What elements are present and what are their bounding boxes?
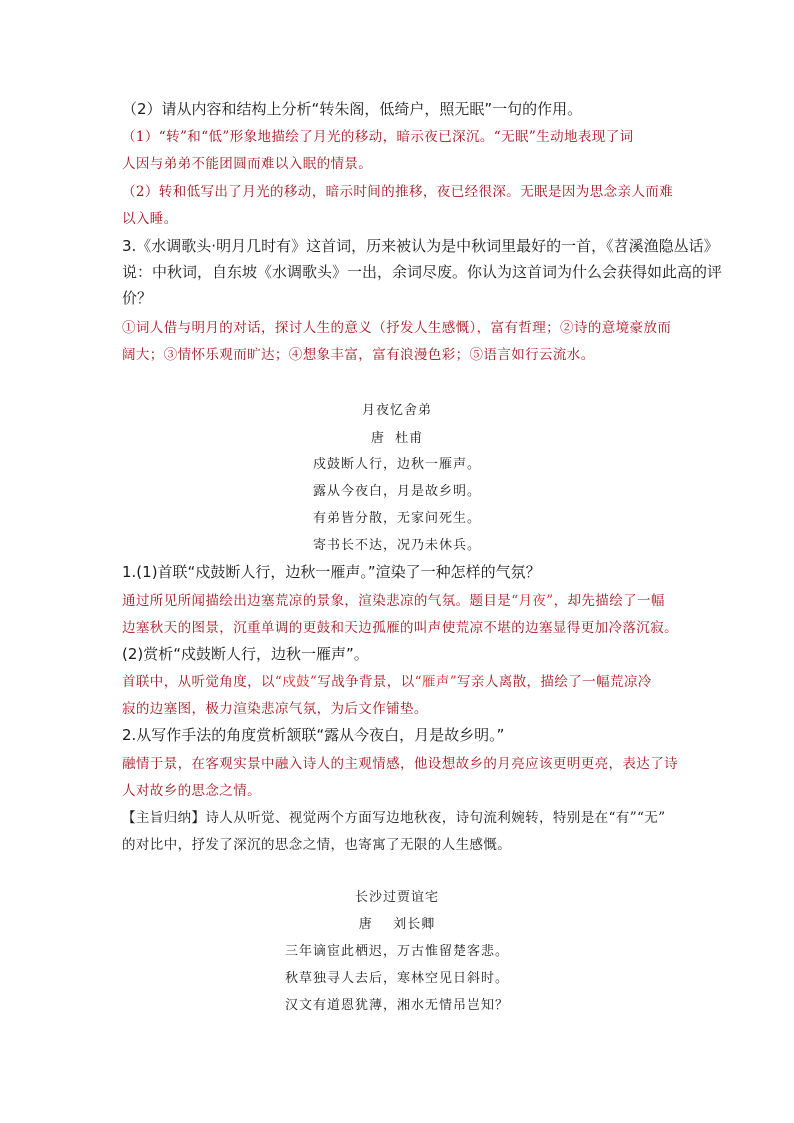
answer-1-2-line-2: 寂的边塞图，极力渲染悲凉气氛，为后文作铺垫。 — [122, 701, 428, 717]
poem-1-line-2: 露从今夜白，月是故乡明。 — [312, 484, 481, 499]
summary-line-1: 【主旨归纳】诗人从听觉、视觉两个方面写边地秋夜，诗句流利婉转，特别是在“有”“无” — [122, 810, 666, 826]
question-2: （2）请从内容和结构上分析“转朱阁，低绮户，照无眠”一句的作用。 — [122, 100, 583, 118]
answer-text: 首联中，从听觉角度，以 — [122, 674, 275, 690]
poem-1-title: 月夜忆舍弟 — [361, 403, 432, 418]
answer-text: 写战争背景，以 — [317, 674, 415, 690]
answer-1-1-line-2: 边塞秋天的图景，沉重单调的更鼓和天边孤雁的叫声使荒凉不堪的边塞显得更加冷落沉寂。 — [122, 620, 678, 636]
answer-1-line-2: 人因与弟弟不能团圆而难以入眠的情景。 — [122, 156, 373, 172]
answer-2-line-2: 以入睡。 — [122, 211, 178, 227]
poem-2-author: 唐 刘长卿 — [358, 917, 436, 932]
question-3-line-1: 3.《水调歌头·明月几时有》这首词，历来被认为是中秋词里最好的一首，《苕溪渔隐丛话》 — [122, 237, 719, 255]
answer-text: 写亲人离散，描绘了一幅荒凉冷 — [457, 674, 652, 690]
highlight-yueye: “月夜” — [511, 593, 554, 609]
poem-1-line-3: 有弟皆分散，无家问死生。 — [312, 511, 481, 526]
answer-1-line-1: （1）“转”和“低”形象地描绘了月光的移动，暗示夜已深沉。“无眠”生动地表现了词 — [122, 129, 634, 145]
poem-1-author: 唐 杜甫 — [370, 431, 424, 446]
answer-2-line-1: （2）转和低写出了月光的移动，暗示时间的推移，夜已经很深。无眠是因为思念亲人而难 — [122, 184, 674, 200]
answer-2-line-1-section-2: 融情于景，在客观实景中融入诗人的主观情感，他设想故乡的月亮应该更明更亮，表达了诗 — [122, 756, 678, 772]
poem-1-line-4: 寄书长不达，况乃未休兵。 — [312, 538, 481, 553]
poem-2-title: 长沙过贾谊宅 — [354, 890, 439, 905]
answer-1-1-line-1 — [122, 589, 665, 609]
poem-2-line-1: 三年谪宦此栖迟，万古惟留楚客悲。 — [284, 944, 509, 959]
highlight-yansheng: “雁声” — [414, 674, 458, 690]
answer-text: 通过所见所闻描绘出边塞荒凉的景象，渲染悲凉的气氛。题目是 — [122, 593, 512, 609]
question-2-section-2: 2.从写作手法的角度赏析颔联“露从今夜白，月是故乡明。” — [122, 726, 505, 744]
answer-text: ，却先描绘了一幅 — [553, 593, 665, 609]
poem-2-line-2: 秋草独寻人去后，寒林空见日斜时。 — [284, 971, 509, 986]
question-3-line-2: 说：中秋词，自东坡《水调歌头》一出，余词尽废。你认为这首词为什么会获得如此高的评 — [122, 263, 723, 281]
question-1-1: 1.(1)首联“戍鼓断人行，边秋一雁声。”渲染了一种怎样的气氛？ — [122, 563, 541, 581]
answer-3-line-1: ①词人借与明月的对话，探讨人生的意义（抒发人生感慨），富有哲理；②诗的意境豪放而 — [122, 320, 672, 336]
answer-1-2-line-1 — [122, 670, 652, 690]
poem-2-line-3: 汉文有道恩犹薄，湘水无情吊岂知？ — [284, 998, 509, 1013]
question-1-2: (2)赏析“戍鼓断人行，边秋一雁声”。 — [122, 645, 369, 663]
question-3-line-3: 价？ — [122, 289, 153, 307]
highlight-shugu: “戍鼓” — [274, 674, 318, 690]
summary-line-2: 的对比中，抒发了深沉的思念之情，也寄寓了无限的人生感慨。 — [122, 837, 512, 853]
poem-1-line-1: 戍鼓断人行，边秋一雁声。 — [312, 457, 481, 472]
answer-2-line-2-section-2: 人对故乡的思念之情。 — [122, 783, 261, 799]
answer-3-line-2: 阔大；③情怀乐观而旷达；④想象丰富，富有浪漫色彩；⑤语言如行云流水。 — [122, 347, 595, 363]
